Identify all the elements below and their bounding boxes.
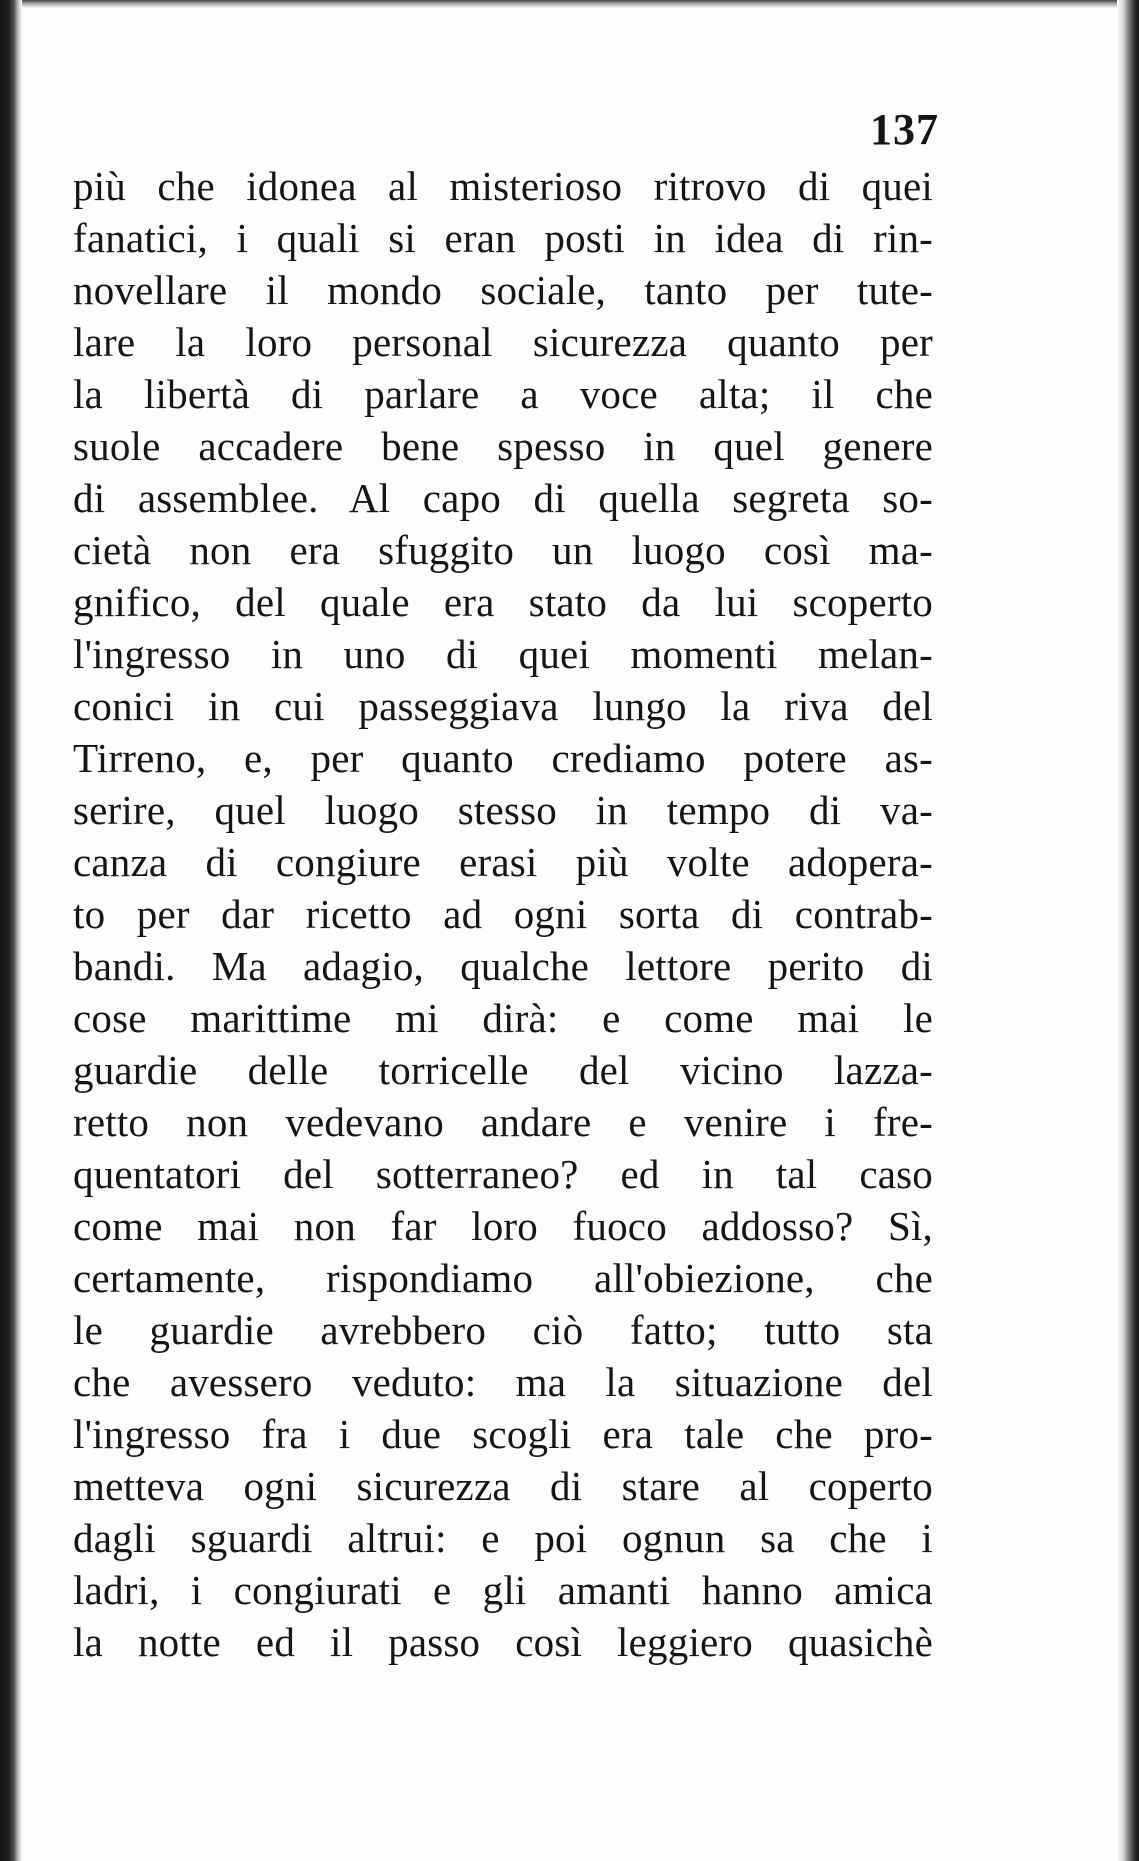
body-text — [73, 160, 933, 1668]
text-line: serire, quel luogo stesso in tempo di va- — [73, 787, 933, 833]
text-line: di assemblee. Al capo di quella segreta so- — [73, 475, 933, 521]
text-line: suole accadere bene spesso in quel genere — [73, 423, 933, 469]
text-line: certamente, rispondiamo all'obiezione, che — [73, 1255, 933, 1301]
page-binding-edge — [0, 0, 22, 1861]
text-line: novellare il mondo sociale, tanto per tute- — [73, 267, 933, 313]
text-line: ladri, i congiurati e gli amanti hanno amica — [73, 1567, 933, 1613]
text-line: la libertà di parlare a voce alta; il che — [73, 371, 933, 417]
text-line: come mai non far loro fuoco addosso? Sì, — [73, 1203, 933, 1249]
text-line: cietà non era sfuggito un luogo così ma- — [73, 527, 933, 573]
text-line: to per dar ricetto ad ogni sorta di contrab- — [73, 891, 933, 937]
text-line: metteva ogni sicurezza di stare al coperto — [73, 1463, 933, 1509]
text-line: conici in cui passeggiava lungo la riva del — [73, 683, 933, 729]
text-line: più che idonea al misterioso ritrovo di quei — [73, 163, 933, 209]
text-line: le guardie avrebbero ciò fatto; tutto sta — [73, 1307, 933, 1353]
text-line: retto non vedevano andare e venire i fre- — [73, 1099, 933, 1145]
text-line: fanatici, i quali si eran posti in idea di rin- — [73, 215, 933, 261]
text-line: lare la loro personal sicurezza quanto per — [73, 319, 933, 365]
text-line: bandi. Ma adagio, qualche lettore perito di — [73, 943, 933, 989]
text-line: guardie delle torricelle del vicino lazza- — [73, 1047, 933, 1093]
page-number: 137 — [870, 105, 939, 154]
text-line: canza di congiure erasi più volte adopera- — [73, 839, 933, 885]
text-line: Tirreno, e, per quanto crediamo potere as- — [73, 735, 933, 781]
text-line: quentatori del sotterraneo? ed in tal caso — [73, 1151, 933, 1197]
text-line: l'ingresso fra i due scogli era tale che pro- — [73, 1411, 933, 1457]
page-right-edge — [1117, 0, 1139, 1861]
text-line: la notte ed il passo così leggiero quasichè — [73, 1619, 933, 1665]
text-line: dagli sguardi altrui: e poi ognun sa che i — [73, 1515, 933, 1561]
text-line: che avessero veduto: ma la situazione del — [73, 1359, 933, 1405]
text-line: l'ingresso in uno di quei momenti melan- — [73, 631, 933, 677]
text-line: gnifico, del quale era stato da lui scoperto — [73, 579, 933, 625]
text-line: cose marittime mi dirà: e come mai le — [73, 995, 933, 1041]
page-top-edge — [22, 0, 1139, 8]
